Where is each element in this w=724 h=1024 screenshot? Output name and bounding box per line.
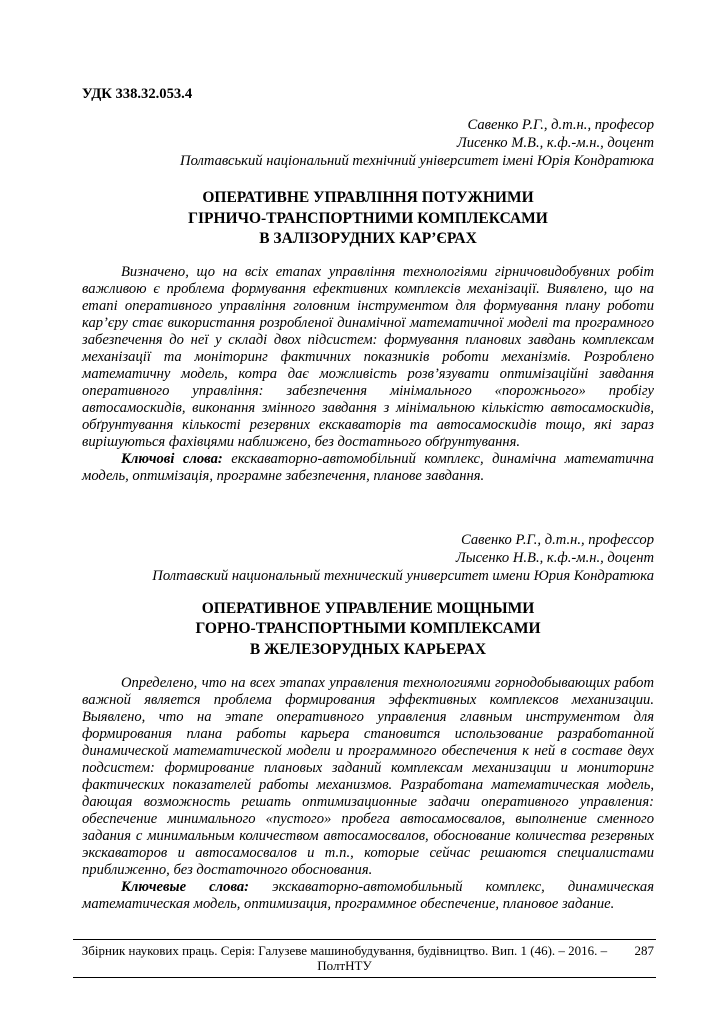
udk-code: УДК 338.32.053.4 bbox=[82, 86, 193, 102]
abstract-ua: Визначено, що на всіх етапах управління технологіями гірничовидобувних робіт важливою є проблема формування ефективних комплексів механізації. Виявлено, що на етапі оперативного управління головним інструментом для формування плану роботи кар’єру стає використання розробленої динамічної математичної моделі та програмного забезпечення до неї у складі двох підсистем: формування планових завдань комплексам механізації та моніторинг фактичних показників роботи механізмів. Розроблено математичну модель, котра дає можливість розв’язувати оптимізаційні завдання оперативного управління: забезпечення мінімального «порожнього» пробігу автосамоскидів, виконання змінного завдання з мінімальною кількістю автосамоскидів, обґрунтування кількості резервних екскаваторів та автосамоскидів тощо, які зараз вирішуються фахівцями наближено, без достатнього обґрунтування. bbox=[82, 263, 654, 450]
title-line-3-ru: В ЖЕЛЕЗОРУДНЫХ КАРЬЕРАХ bbox=[249, 640, 487, 658]
author-line-2-ru: Лысенко Н.В., к.ф.-м.н., доцент bbox=[455, 549, 654, 566]
title-line-1-ru: ОПЕРАТИВНОЕ УПРАВЛЕНИЕ МОЩНЫМИ bbox=[201, 599, 535, 617]
title-line-2-ua: ГІРНИЧО-ТРАНСПОРТНИМИ КОМПЛЕКСАМИ bbox=[188, 209, 548, 227]
section-ukrainian bbox=[82, 116, 654, 485]
keywords-text-ua: екскаваторно-автомобільний комплекс, динамічна математична модель, оптимізація, програмне забезпечення, планове завдання. bbox=[82, 450, 654, 484]
abstract-ru: Определено, что на всех этапах управления технологиями горнодобывающих работ важной является проблема формирования эффективных комплексов механизации. Выявлено, что на этапе оперативного управления главным инструментом для формирования плана работы карьера становится использование разработанной динамической математической модели и программного обеспечения к ней в составе двух подсистем: формирование плановых заданий комплексам механизации и мониторинг фактических показателей работы механизмов. Разработана математическая модель, дающая возможность решать оптимизационные задачи оперативного управления: обеспечение минимального «пустого» пробега автосамосвалов, выполнение сменного задания с минимальным количеством автосамосвалов, обоснование количества резервных экскаваторов и автосамосвалов и т.п., которые сейчас решаются специалистами приближенно, без достаточного обоснования. bbox=[82, 675, 654, 878]
journal-info: Збірник наукових праць. Серія: Галузеве машинобудування, будівництво. Вип. 1 (46). – 2016. – ПолтНТУ bbox=[81, 943, 608, 973]
affiliation-line-ua: Полтавський національний технічний університет імені Юрія Кондратюка bbox=[180, 153, 654, 169]
keywords-ru bbox=[82, 879, 654, 913]
author-line-1-ua: Савенко Р.Г., д.т.н., професор bbox=[467, 117, 654, 133]
author-line-1-ru: Савенко Р.Г., д.т.н., профессор bbox=[461, 531, 654, 548]
title-line-3-ua: В ЗАЛІЗОРУДНИХ КАР’ЄРАХ bbox=[259, 230, 477, 247]
keywords-label-ua: Ключові слова: bbox=[121, 450, 223, 467]
article-title-ua bbox=[82, 188, 654, 250]
keywords-text-ru: экскаваторно-автомобильный комплекс, динамическая математическая модель, оптимизация, программное обеспечение, плановое задание. bbox=[82, 879, 654, 912]
authors-block-ru bbox=[82, 531, 654, 585]
page-number: 287 bbox=[634, 943, 654, 958]
title-line-1-ua: ОПЕРАТИВНЕ УПРАВЛІННЯ ПОТУЖНИМИ bbox=[202, 189, 534, 206]
article-title-ru bbox=[82, 599, 654, 661]
keywords-ua bbox=[82, 451, 654, 485]
keywords-label-ru: Ключевые слова: bbox=[121, 879, 250, 895]
affiliation-line-ru: Полтавский национальный технический университет имени Юрия Кондратюка bbox=[152, 567, 654, 584]
title-line-2-ru: ГОРНО-ТРАНСПОРТНЫМИ КОМПЛЕКСАМИ bbox=[195, 620, 541, 637]
authors-block-ua bbox=[82, 116, 654, 170]
page-footer bbox=[73, 939, 656, 978]
author-line-2-ua: Лисенко М.В., к.ф.-м.н., доцент bbox=[456, 135, 654, 151]
section-russian bbox=[82, 531, 654, 914]
